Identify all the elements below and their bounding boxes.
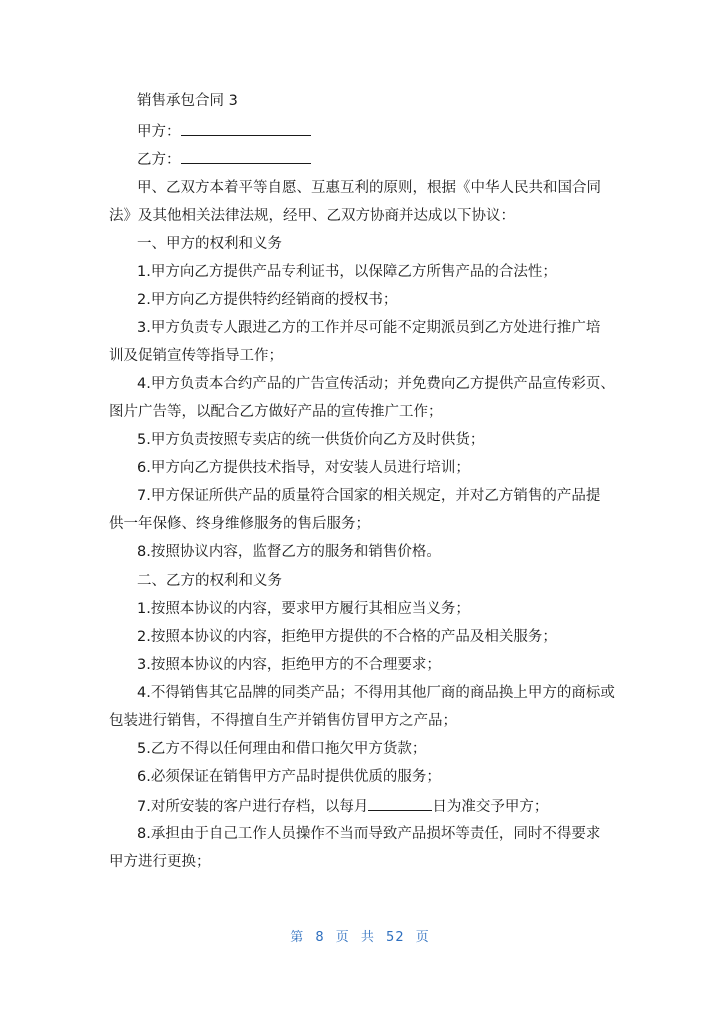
s2-item-1: 1.按照本协议的内容，要求甲方履行其相应当义务； — [137, 601, 470, 617]
s2-item-4-line-2: 包装进行销售，不得擅自生产并销售仿冒甲方之产品； — [109, 713, 457, 729]
party-a-label: 甲方： — [137, 124, 181, 140]
s2-item-2: 2.按照本协议的内容，拒绝甲方提供的不合格的产品及相关服务； — [137, 629, 557, 645]
s2-item-7 — [137, 796, 548, 817]
intro-line-2: 法》及其他相关法律法规，经甲、乙双方协商并达成以下协议： — [109, 208, 515, 224]
s2-item-7-blank — [368, 796, 432, 811]
section-2-heading: 二、乙方的权利和义务 — [137, 573, 282, 589]
s2-item-7-suffix: 日为准交予甲方； — [432, 799, 549, 815]
section-1-heading: 一、甲方的权利和义务 — [137, 236, 282, 252]
s1-item-4-line-1: 4.甲方负责本合约产品的广告宣传活动；并免费向乙方提供产品宣传彩页、 — [137, 376, 615, 392]
intro-line-1: 甲、乙双方本着平等自愿、互惠互利的原则，根据《中华人民共和国合同 — [137, 180, 601, 196]
s1-item-7-line-1: 7.甲方保证所供产品的质量符合国家的相关规定，并对乙方销售的产品提 — [137, 488, 601, 504]
s2-item-5: 5.乙方不得以任何理由和借口拖欠甲方货款； — [137, 741, 427, 757]
s1-item-1: 1.甲方向乙方提供产品专利证书，以保障乙方所售产品的合法性； — [137, 264, 557, 280]
document-title: 销售承包合同 3 — [137, 93, 238, 109]
s1-item-8: 8.按照协议内容，监督乙方的服务和销售价格。 — [137, 544, 441, 560]
s1-item-3-line-1: 3.甲方负责专人跟进乙方的工作并尽可能不定期派员到乙方处进行推广培 — [137, 320, 601, 336]
s1-item-2: 2.甲方向乙方提供特约经销商的授权书； — [137, 292, 398, 308]
s1-item-6: 6.甲方向乙方提供技术指导，对安装人员进行培训； — [137, 460, 470, 476]
s2-item-8-line-1: 8.承担由于自己工作人员操作不当而导致产品损坏等责任，同时不得要求 — [137, 826, 601, 842]
party-b-blank — [181, 149, 311, 164]
s2-item-8-line-2: 甲方进行更换； — [109, 854, 211, 870]
s1-item-3-line-2: 训及促销宣传等指导工作； — [109, 348, 283, 364]
s1-item-7-line-2: 供一年保修、终身维修服务的售后服务； — [109, 516, 370, 532]
party-b-line — [137, 149, 311, 170]
s2-item-3: 3.按照本协议的内容，拒绝甲方的不合理要求； — [137, 657, 441, 673]
page-number-footer: 第 8 页 共 52 页 — [290, 930, 430, 945]
s1-item-4-line-2: 图片广告等，以配合乙方做好产品的宣传推广工作； — [109, 404, 443, 420]
party-a-blank — [181, 121, 311, 136]
party-a-line — [137, 121, 311, 142]
s2-item-6: 6.必须保证在销售甲方产品时提供优质的服务； — [137, 769, 441, 785]
s2-item-4-line-1: 4.不得销售其它品牌的同类产品；不得用其他厂商的商品换上甲方的商标或 — [137, 685, 615, 701]
s1-item-5: 5.甲方负责按照专卖店的统一供货价向乙方及时供货； — [137, 432, 485, 448]
s2-item-7-prefix: 7.对所安装的客户进行存档，以每月 — [137, 799, 369, 815]
party-b-label: 乙方： — [137, 152, 181, 168]
